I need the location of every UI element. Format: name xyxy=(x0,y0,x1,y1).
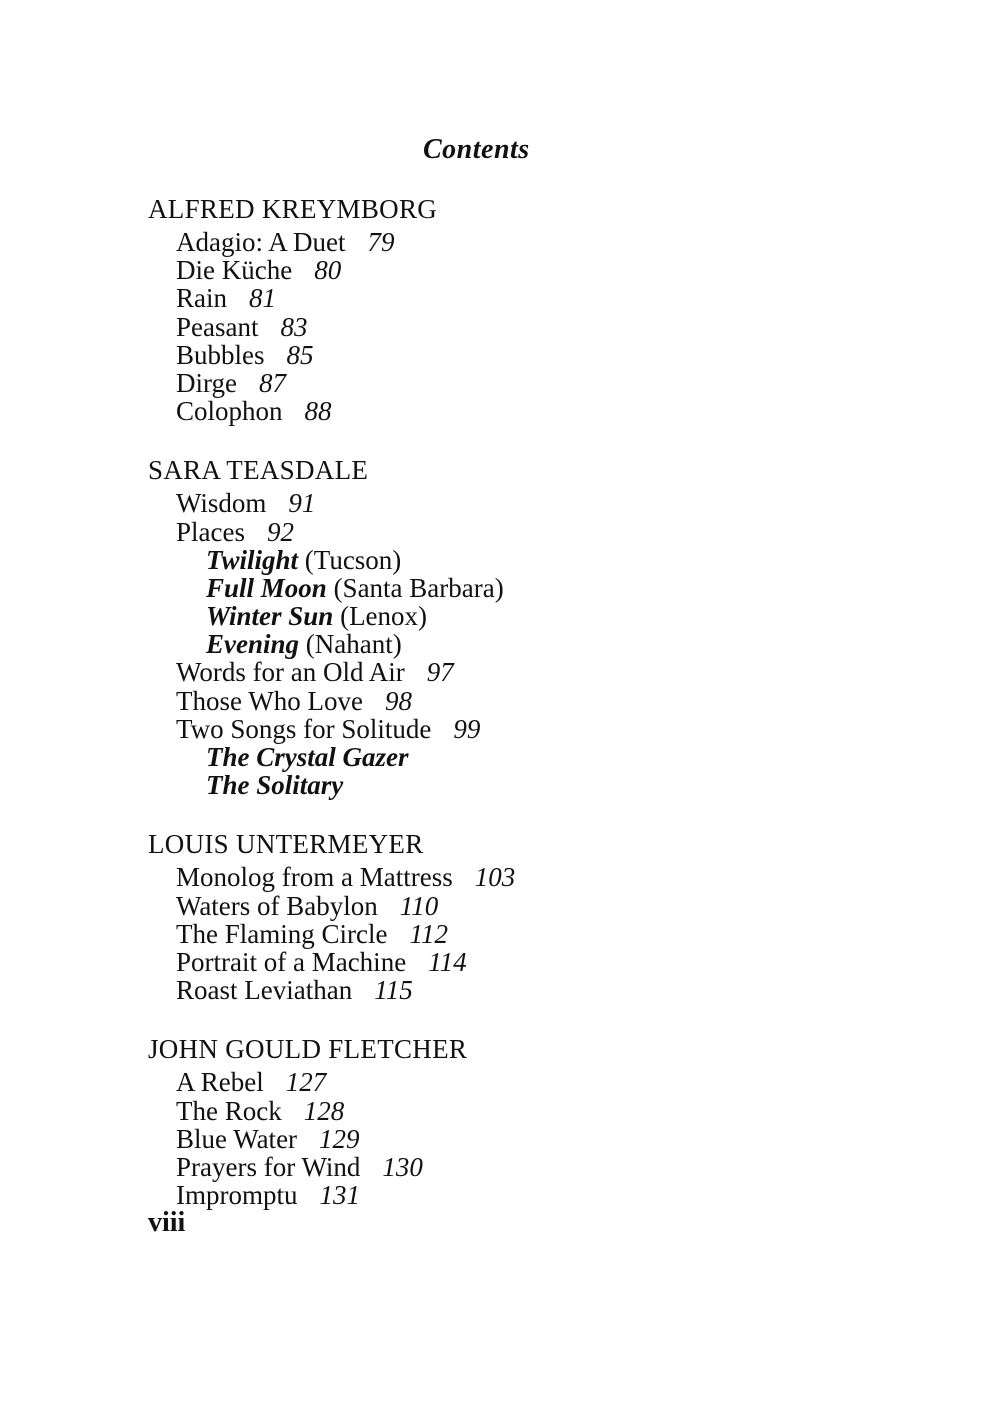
entry-title: Two Songs for Solitude xyxy=(176,713,432,744)
author-heading: JOHN GOULD FLETCHER xyxy=(148,1034,468,1065)
entry-page: 97 xyxy=(426,657,454,688)
table-of-contents xyxy=(148,190,848,1237)
subentry-note: (Nahant) xyxy=(305,629,402,660)
subentry-note: (Tucson) xyxy=(304,544,402,575)
section-spacer xyxy=(148,799,848,825)
toc-subentry xyxy=(176,574,848,602)
entry-page: 81 xyxy=(249,283,276,314)
entry-title: Blue Water xyxy=(176,1123,298,1154)
toc-entry xyxy=(176,658,848,686)
entry-title: Impromptu xyxy=(176,1180,298,1211)
toc-subentry xyxy=(176,630,848,658)
entry-title: Monolog from a Mattress xyxy=(176,862,453,893)
entry-page: 130 xyxy=(382,1151,423,1182)
entry-page: 103 xyxy=(474,862,516,893)
entry-page: 115 xyxy=(374,975,413,1006)
entry-page: 114 xyxy=(428,946,467,977)
toc-entry xyxy=(176,397,848,425)
toc-entry xyxy=(176,228,848,256)
author-heading: LOUIS UNTERMEYER xyxy=(148,829,424,860)
entry-page: 79 xyxy=(367,227,395,257)
entry-list xyxy=(148,489,848,799)
subentry-note: (Santa Barbara) xyxy=(333,572,504,603)
entry-title: Prayers for Wind xyxy=(176,1151,361,1182)
toc-entry xyxy=(176,863,848,891)
entry-title: The Rock xyxy=(176,1095,282,1126)
entry-list xyxy=(148,863,848,1004)
entry-title: Those Who Love xyxy=(176,685,363,716)
toc-entry xyxy=(176,1181,848,1209)
entry-title: Adagio: A Duet xyxy=(176,227,346,257)
toc-entry xyxy=(176,1153,848,1181)
entry-page: 127 xyxy=(285,1067,327,1098)
entry-title: Die Küche xyxy=(176,255,293,286)
toc-subentry xyxy=(176,743,848,771)
toc-entry xyxy=(176,284,848,312)
page-number: viii xyxy=(148,1207,186,1239)
entry-title: Wisdom xyxy=(176,488,267,519)
entry-page: 131 xyxy=(319,1180,360,1211)
toc-entry xyxy=(176,489,848,517)
subentry-title: Twilight xyxy=(206,544,299,575)
entry-list xyxy=(148,1068,848,1209)
toc-entry xyxy=(176,1068,848,1096)
entry-page: 98 xyxy=(384,685,412,716)
entry-list xyxy=(148,228,848,425)
toc-section xyxy=(148,1030,848,1209)
toc-entry xyxy=(176,976,848,1004)
subentry-title: Evening xyxy=(206,629,300,660)
entry-page: 112 xyxy=(409,918,448,949)
entry-page: 129 xyxy=(319,1123,360,1154)
entry-title: Colophon xyxy=(176,396,283,427)
entry-title: A Rebel xyxy=(176,1067,264,1098)
entry-title: Roast Leviathan xyxy=(176,975,353,1006)
entry-page: 80 xyxy=(314,255,342,286)
toc-entry xyxy=(176,687,848,715)
toc-entry xyxy=(176,892,848,920)
entry-title: Places xyxy=(176,516,245,547)
toc-entry xyxy=(176,256,848,284)
toc-entry xyxy=(176,1097,848,1125)
toc-entry xyxy=(176,518,848,546)
entry-title: The Flaming Circle xyxy=(176,918,388,949)
subentry-title: Winter Sun xyxy=(206,601,334,632)
toc-subentry xyxy=(176,602,848,630)
toc-section xyxy=(148,190,848,425)
subentry-note: (Lenox) xyxy=(340,601,428,632)
entry-title: Portrait of a Machine xyxy=(176,946,407,977)
entry-title: Bubbles xyxy=(176,339,265,370)
entry-title: Words for an Old Air xyxy=(176,657,405,688)
toc-entry xyxy=(176,369,848,397)
toc-entry xyxy=(176,341,848,369)
toc-subentry xyxy=(176,546,848,574)
toc-section xyxy=(148,825,848,1004)
section-spacer xyxy=(148,425,848,451)
toc-entry xyxy=(176,948,848,976)
entry-page: 87 xyxy=(259,367,286,398)
page-title: Contents xyxy=(423,134,530,165)
section-spacer xyxy=(148,1004,848,1030)
entry-title: Rain xyxy=(176,283,227,314)
entry-page: 92 xyxy=(266,516,294,547)
entry-page: 85 xyxy=(286,339,314,370)
author-heading: SARA TEASDALE xyxy=(148,455,369,486)
toc-entry xyxy=(176,313,848,341)
author-heading: ALFRED KREYMBORG xyxy=(148,194,438,224)
entry-page: 110 xyxy=(399,890,439,921)
subentry-title: Full Moon xyxy=(206,572,327,603)
toc-entry xyxy=(176,1125,848,1153)
toc-entry xyxy=(176,715,848,743)
entry-page: 83 xyxy=(280,311,308,342)
toc-subentry xyxy=(176,771,848,799)
toc-entry xyxy=(176,920,848,948)
entry-title: Peasant xyxy=(176,311,259,342)
entry-page: 99 xyxy=(453,713,481,744)
entry-page: 88 xyxy=(304,396,332,427)
subentry-title: The Crystal Gazer xyxy=(206,742,409,772)
subentry-title: The Solitary xyxy=(206,770,344,801)
entry-title: Dirge xyxy=(176,367,237,398)
entry-page: 128 xyxy=(303,1095,345,1126)
toc-section xyxy=(148,451,848,799)
entry-page: 91 xyxy=(288,488,316,519)
entry-title: Waters of Babylon xyxy=(176,890,378,921)
